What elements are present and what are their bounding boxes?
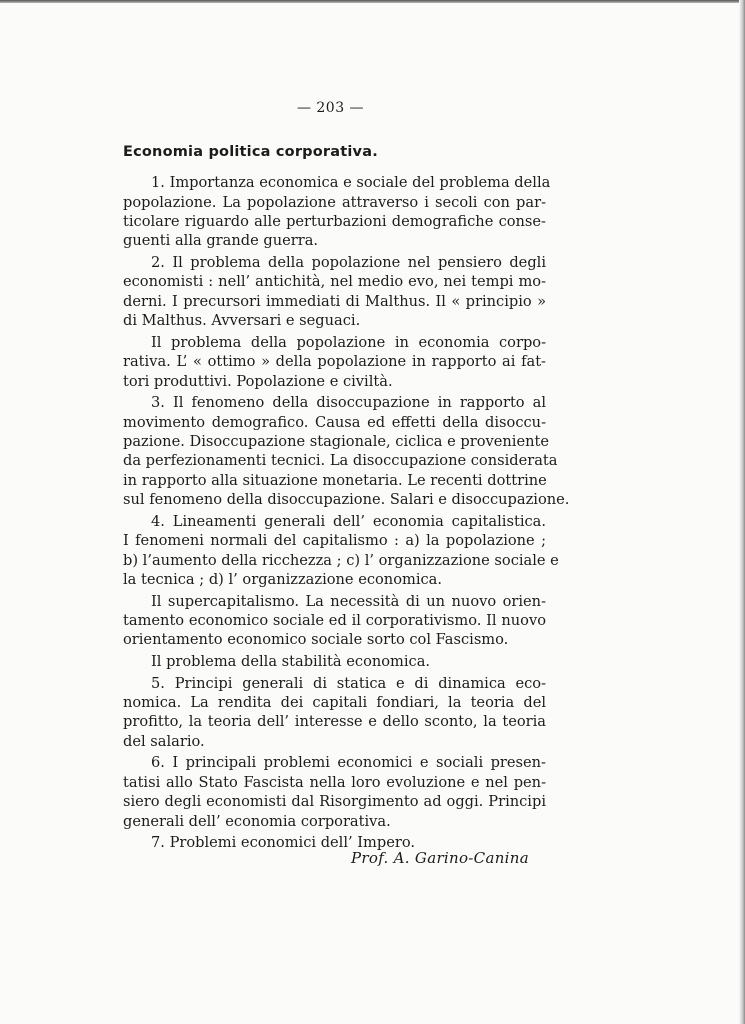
scan-top-edge xyxy=(0,0,745,3)
text-line: 6. I principali problemi economici e sociali presen- xyxy=(151,754,546,772)
paragraph xyxy=(123,173,551,251)
paragraph xyxy=(123,253,546,331)
section-title: Economia politica corporativa. xyxy=(123,144,378,160)
text-line: Il supercapitalismo. La necessità di un nuovo orien- xyxy=(151,592,546,610)
text-line: tatisi allo Stato Fascista nella loro evoluzione e nel pen- xyxy=(123,773,546,791)
text-line: 1. Importanza economica e sociale del problema della xyxy=(151,174,551,192)
text-line: generali dell’ economia corporativa. xyxy=(123,812,391,830)
paragraph xyxy=(123,652,546,671)
page-number xyxy=(0,100,745,116)
text-line: guenti alla grande guerra. xyxy=(123,232,319,250)
author-signature: Prof. A. Garino-Canina xyxy=(351,849,529,867)
text-line: I fenomeni normali del capitalismo : a) la popolazione ; xyxy=(123,532,546,550)
paragraph xyxy=(123,512,559,590)
section-body xyxy=(123,171,570,853)
text-line: siero degli economisti dal Risorgimento ad oggi. Principi xyxy=(123,793,546,811)
text-line: sul fenomeno della disoccupazione. Salari e disoccupazione. xyxy=(123,491,570,509)
text-line: tamento economico sociale ed il corporativismo. Il nuovo xyxy=(123,612,546,630)
text-line: 4. Lineamenti generali dell’ economia capitalistica. xyxy=(151,512,546,530)
text-line: b) l’aumento della ricchezza ; c) l’ organizzazione sociale e xyxy=(123,551,559,569)
text-line: 7. Problemi economici dell’ Impero. xyxy=(151,834,416,852)
scan-right-edge xyxy=(739,0,745,1024)
paragraph xyxy=(123,753,546,831)
text-line: orientamento economico sociale sorto col Fascismo. xyxy=(123,631,509,649)
text-line: la tecnica ; d) l’ organizzazione economica. xyxy=(123,571,443,589)
text-line: di Malthus. Avversari e seguaci. xyxy=(123,312,361,330)
text-line: rativa. L’ « ottimo » della popolazione in rapporto ai fat- xyxy=(123,353,546,371)
text-line: 2. Il problema della popolazione nel pensiero degli xyxy=(151,254,546,271)
paragraph xyxy=(123,393,570,509)
text-line: pazione. Disoccupazione stagionale, ciclica e proveniente xyxy=(123,433,550,451)
text-line: del salario. xyxy=(123,732,205,750)
text-line: movimento demografico. Causa ed effetti della disoccu- xyxy=(123,413,546,431)
text-line: Il problema della stabilità economica. xyxy=(151,653,431,671)
text-line: economisti : nell’ antichità, nel medio evo, nei tempi mo- xyxy=(123,273,546,291)
text-line: ticolare riguardo alle perturbazioni demografiche conse- xyxy=(123,213,546,230)
paragraph xyxy=(123,333,546,391)
page-number-text: — 203 — xyxy=(296,100,365,116)
text-line: da perfezionamenti tecnici. La disoccupazione considerata xyxy=(123,452,558,470)
text-line: derni. I precursori immediati di Malthus. Il « principio » xyxy=(123,292,546,310)
text-line: 3. Il fenomeno della disoccupazione in rapporto al xyxy=(151,394,546,412)
text-line: profitto, la teoria dell’ interesse e dello sconto, la teoria xyxy=(123,713,546,731)
text-line: nomica. La rendita dei capitali fondiari, la teoria del xyxy=(123,694,546,712)
text-line: 5. Principi generali di statica e di dinamica eco- xyxy=(151,674,546,692)
text-line: popolazione. La popolazione attraverso i secoli con par- xyxy=(123,193,546,211)
text-line: Il problema della popolazione in economia corpo- xyxy=(151,333,546,351)
paragraph xyxy=(123,592,546,650)
text-line: tori produttivi. Popolazione e civiltà. xyxy=(123,372,393,390)
text-line: in rapporto alla situazione monetaria. Le recenti dottrine xyxy=(123,471,547,489)
paragraph xyxy=(123,674,546,752)
